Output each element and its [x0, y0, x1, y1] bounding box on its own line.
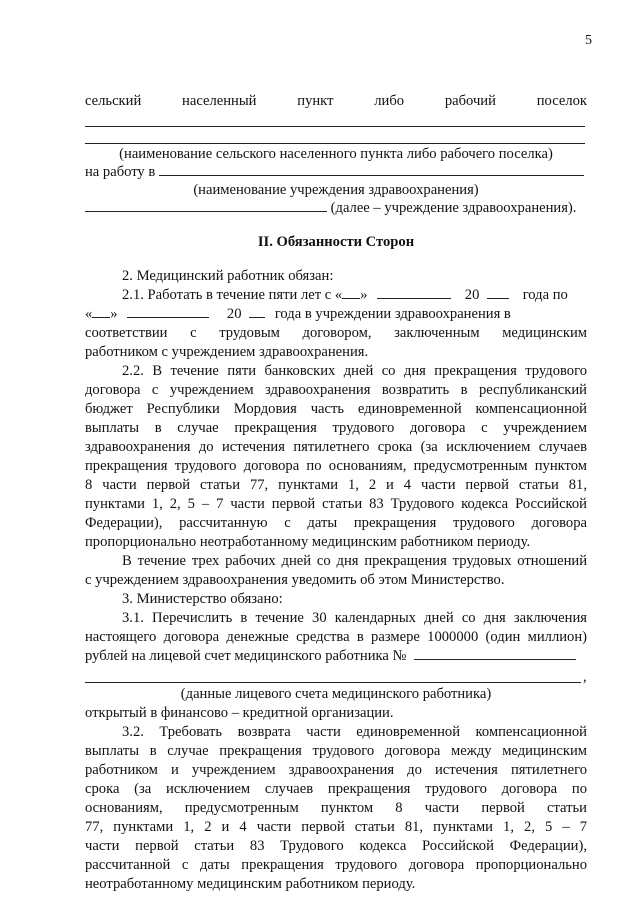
- clause-3-2-line: выплаты в случае прекращения трудового договора между медицинским: [85, 743, 587, 759]
- duties-ministry-intro: 3. Министерство обязано:: [122, 591, 283, 607]
- employer-prefix: на работу в: [85, 164, 156, 180]
- account-line: [85, 647, 587, 666]
- clause-2-1-text: 2.1. Работать в течение пяти лет с «: [122, 287, 343, 303]
- clause-3-2-line: 3.2. Требовать возврата части единовременной компенсационной: [122, 724, 587, 740]
- day-blank: [342, 286, 360, 299]
- clause-2-2-line: выплаты в случае прекращения трудового договора с учреждением: [85, 420, 587, 436]
- clause-2-2-line: пропорционально неотработанному медицинским работником периоду.: [85, 534, 531, 550]
- clause-2-1-line-3: соответствии с трудовым договором, заключенным медицинским: [85, 325, 587, 341]
- clause-3-1-line: 3.1. Перечислить в течение 30 календарных дней со дня заключения: [122, 610, 587, 626]
- clause-2-2-line: бюджет Республики Мордовия часть единовременной компенсационной: [85, 401, 587, 417]
- month-blank-2: [127, 305, 209, 318]
- clause-2-2-line: Федерации), рассчитанную с даты прекращения трудового договора: [85, 515, 587, 531]
- account-comma: ,: [583, 669, 587, 685]
- employer-blank-2: [85, 199, 327, 212]
- month-blank: [377, 286, 451, 299]
- employer-blank: [159, 163, 584, 176]
- day-blank-2: [92, 305, 110, 318]
- notify-line: с учреждением здравоохранения уведомить об этом Министерство.: [85, 572, 505, 588]
- clause-2-2-line: здравоохранения до истечения пятилетнего срока (за исключением случаев: [85, 439, 587, 455]
- quote-close: »: [360, 287, 368, 303]
- clause-3-2-line: срока (за исключением случаев прекращения трудового договора по: [85, 781, 587, 797]
- page-number: 5: [585, 33, 592, 48]
- quote-close-2: »: [110, 306, 118, 322]
- locality-line: сельский населенный пункт либо рабочий поселок: [85, 93, 587, 109]
- locality-fill-line: [85, 126, 585, 127]
- employer-caption: (наименование учреждения здравоохранения): [193, 182, 479, 198]
- locality-caption: (наименование сельского населенного пункта либо рабочего поселка): [119, 146, 553, 162]
- employer-continue-line: [85, 199, 587, 218]
- clause-3-2-line: 77, пунктами 1, 2 и 4 части первой статьи 81, пунктами 1, 2, 5 – 7: [85, 819, 587, 835]
- clause-3-2-line: основаниям, предусмотренным пунктом 8 части первой статьи: [85, 800, 587, 816]
- employer-suffix: (далее – учреждение здравоохранения).: [330, 200, 577, 216]
- section-title: II. Обязанности Сторон: [257, 234, 415, 250]
- quote-open: «: [85, 306, 93, 322]
- year-prefix: 20: [464, 287, 480, 303]
- clause-2-1-line-4: работником с учреждением здравоохранения.: [85, 344, 369, 360]
- clause-3-2-line: части первой статьи 83 Трудового кодекса Российской Федерации),: [85, 838, 587, 854]
- year-blank-2: [249, 305, 265, 318]
- year-prefix-2: 20: [226, 306, 242, 322]
- year-blank: [487, 286, 509, 299]
- bank-line: открытый в финансово – кредитной организации.: [85, 705, 394, 721]
- clause-3-2-line: неотработанному медицинским работником периоду.: [85, 876, 416, 892]
- clause-2-2-line: 8 части первой статьи 77, пунктами 1, 2 и 4 части первой статьи 81,: [85, 477, 587, 493]
- clause-2-2-line: 2.2. В течение пяти банковских дней со дня прекращения трудового: [122, 363, 587, 379]
- clause-2-1-text-2: года в учреждении здравоохранения в: [274, 306, 511, 322]
- duties-worker-intro: 2. Медицинский работник обязан:: [122, 268, 334, 284]
- account-caption: (данные лицевого счета медицинского работника): [180, 686, 492, 702]
- clause-2-2-line: пунктами 1, 2, 5 – 7 части первой статьи 83 Трудового кодекса Российской: [85, 496, 587, 512]
- notify-line: В течение трех рабочих дней со дня прекращения трудовых отношений: [122, 553, 587, 569]
- account-fill-line: [85, 682, 581, 683]
- clause-2-2-line: договора с учреждением здравоохранения возвратить в республиканский: [85, 382, 587, 398]
- clause-3-1-line: настоящего договора денежные средства в размере 1000000 (один миллион): [85, 629, 587, 645]
- clause-2-1-line-2: [85, 305, 587, 324]
- clause-2-1-text-end: года по: [522, 287, 568, 303]
- clause-2-1-line-1: [122, 286, 587, 305]
- locality-fill-line-2: [85, 143, 585, 144]
- clause-3-2-line: работником и учреждением здравоохранения до истечения пятилетнего: [85, 762, 587, 778]
- clause-3-2-line: рассчитанной с даты прекращения трудового договора пропорционально: [85, 857, 587, 873]
- clause-2-2-line: прекращения трудового договора по основаниям, предусмотренным пунктом: [85, 458, 587, 474]
- account-label: рублей на лицевой счет медицинского работника №: [85, 648, 407, 664]
- employer-line: [85, 163, 587, 182]
- account-blank: [414, 647, 576, 660]
